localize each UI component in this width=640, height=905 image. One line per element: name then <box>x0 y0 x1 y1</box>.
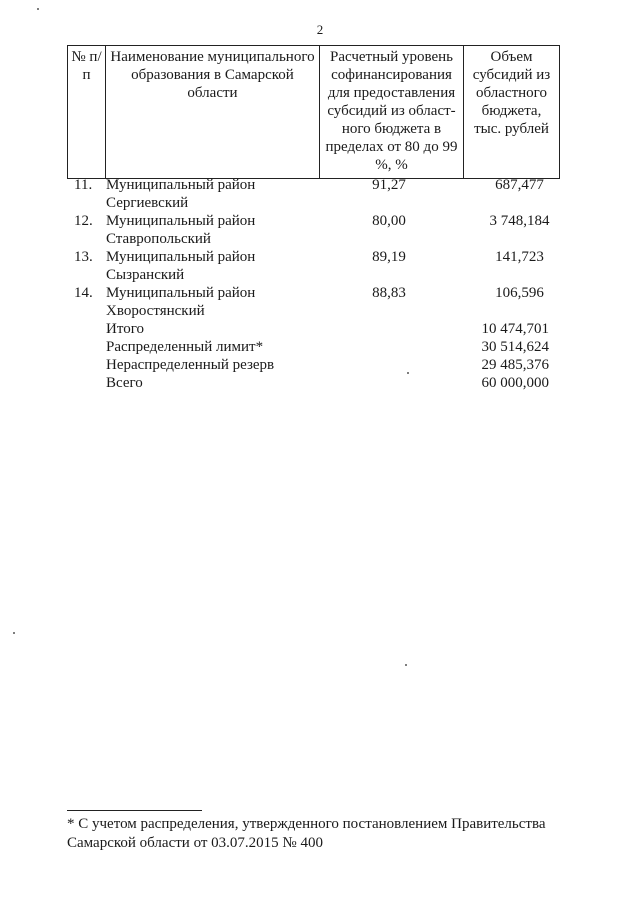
table-row <box>67 284 559 320</box>
row-municipality-name: Сергиевский <box>106 195 189 211</box>
scan-speck <box>37 8 39 10</box>
row-municipality <box>106 284 316 320</box>
row-municipality <box>106 248 316 284</box>
undistributed-reserve-label: Нераспределенный резерв <box>106 357 275 373</box>
scan-speck <box>407 372 409 374</box>
distributed-limit-label: Распределенный лимит* <box>106 339 264 355</box>
table-row <box>67 176 559 212</box>
scan-speck <box>13 632 15 634</box>
distributed-limit-row <box>67 338 559 356</box>
scan-speck <box>405 664 407 666</box>
header-municipality: Наименование муниципального образования в Самарской области <box>106 46 320 179</box>
undistributed-reserve-amount: 29 485,376 <box>481 357 549 373</box>
row-municipality <box>106 212 316 248</box>
footnote-divider <box>67 810 202 811</box>
grand-total-label: Всего <box>106 375 143 391</box>
row-amount: 3 748,184 <box>489 213 550 229</box>
row-municipality-type: Муниципальный район <box>106 249 256 265</box>
table-body <box>67 176 559 392</box>
footnote-line-2: Самарской области от 03.07.2015 № 400 <box>67 835 323 851</box>
row-rate: 80,00 <box>372 213 406 229</box>
row-amount: 141,723 <box>495 249 544 265</box>
grand-total-row <box>67 374 559 392</box>
grand-total-amount: 60 000,000 <box>481 375 549 391</box>
undistributed-reserve-row <box>67 356 559 374</box>
footnote-line-1: * С учетом распределения, утвержденного постановлением Правительства <box>67 816 546 832</box>
row-number: 12. <box>74 213 93 229</box>
header-number: № п/п <box>68 46 106 179</box>
footnote <box>67 815 567 853</box>
distributed-limit-amount: 30 514,624 <box>481 339 549 355</box>
row-municipality <box>106 176 316 212</box>
header-cofinancing-rate: Расчетный уровень софинансирования для предоставления субсидий из област-ного бюджета в пределах от 80 до 99 %, % <box>320 46 464 179</box>
row-rate: 88,83 <box>372 285 406 301</box>
row-number: 11. <box>74 177 93 193</box>
row-municipality-type: Муниципальный район <box>106 177 256 193</box>
row-municipality-name: Хворостянский <box>106 303 205 319</box>
page-number: 2 <box>316 22 324 37</box>
total-row <box>67 320 559 338</box>
row-amount: 687,477 <box>495 177 544 193</box>
row-amount: 106,596 <box>495 285 544 301</box>
row-number: 13. <box>74 249 93 265</box>
row-rate: 89,19 <box>372 249 406 265</box>
table-row <box>67 212 559 248</box>
header-subsidy-amount: Объем субсидий из областного бюджета, тыс. рублей <box>464 46 560 179</box>
row-municipality-name: Сызранский <box>106 267 185 283</box>
row-municipality-name: Ставропольский <box>106 231 211 247</box>
row-municipality-type: Муниципальный район <box>106 213 256 229</box>
row-number: 14. <box>74 285 93 301</box>
row-rate: 91,27 <box>372 177 406 193</box>
total-amount: 10 474,701 <box>481 321 549 337</box>
total-label: Итого <box>106 321 144 337</box>
row-municipality-type: Муниципальный район <box>106 285 256 301</box>
table-header <box>67 45 560 179</box>
table-row <box>67 248 559 284</box>
